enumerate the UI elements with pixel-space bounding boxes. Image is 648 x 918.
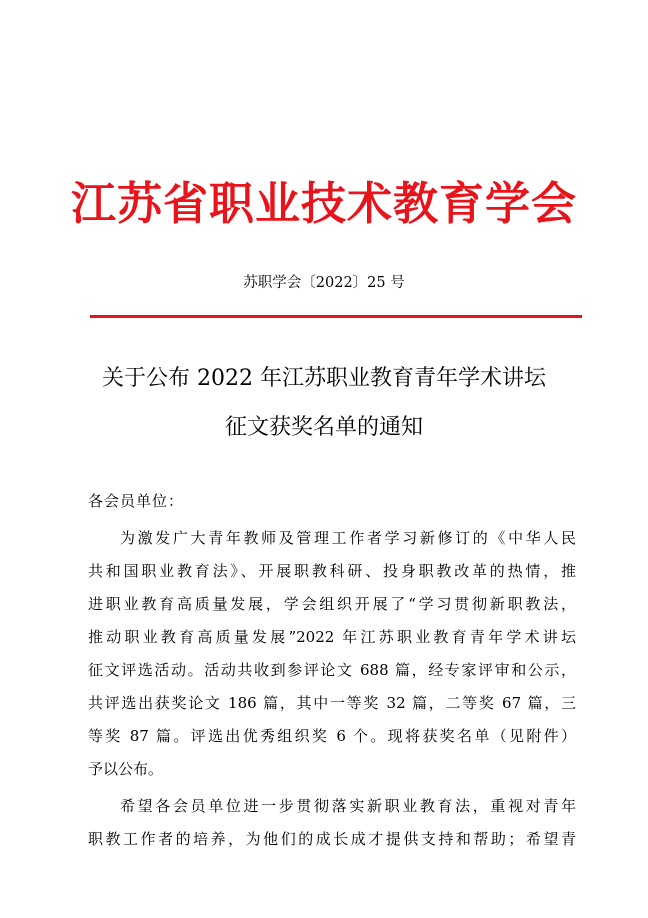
- paragraph-line: 职教工作者的培养，为他们的成长成才提供支持和帮助；希望青: [88, 830, 576, 848]
- document-number: 苏职学会〔2022〕25 号: [243, 275, 405, 291]
- paragraph-line: 共和国职业教育法》、开展职教科研、投身职教改革的热情，推: [88, 562, 576, 580]
- paragraph-line: 等奖 87 篇。评选出优秀组织奖 6 个。现将获奖名单（见附件）: [88, 727, 576, 745]
- salutation: 各会员单位：: [88, 492, 185, 510]
- organization-masthead: 江苏省职业技术教育学会: [70, 177, 577, 230]
- red-divider-line: [90, 315, 582, 318]
- body-paragraph-1: [88, 522, 576, 786]
- body-paragraph-2: [88, 790, 576, 856]
- paragraph-line: 征文评选活动。活动共收到参评论文 688 篇，经专家评审和公示，: [88, 661, 576, 679]
- paragraph-line: 希望各会员单位进一步贯彻落实新职业教育法，重视对青年: [120, 797, 576, 815]
- paragraph-line: 予以公布。: [88, 760, 164, 778]
- paragraph-line: 推动职业教育高质量发展”2022 年江苏职业教育青年学术讲坛: [88, 628, 576, 646]
- paragraph-line: 为激发广大青年教师及管理工作者学习新修订的《中华人民: [120, 529, 576, 547]
- paragraph-line: 共评选出获奖论文 186 篇，其中一等奖 32 篇，二等奖 67 篇，三: [88, 694, 576, 712]
- notice-title-line-2: 征文获奖名单的通知: [224, 415, 423, 440]
- notice-title-line-1: 关于公布 2022 年江苏职业教育青年学术讲坛: [102, 366, 546, 391]
- paragraph-line: 进职业教育高质量发展，学会组织开展了“学习贯彻新职教法，: [88, 595, 576, 613]
